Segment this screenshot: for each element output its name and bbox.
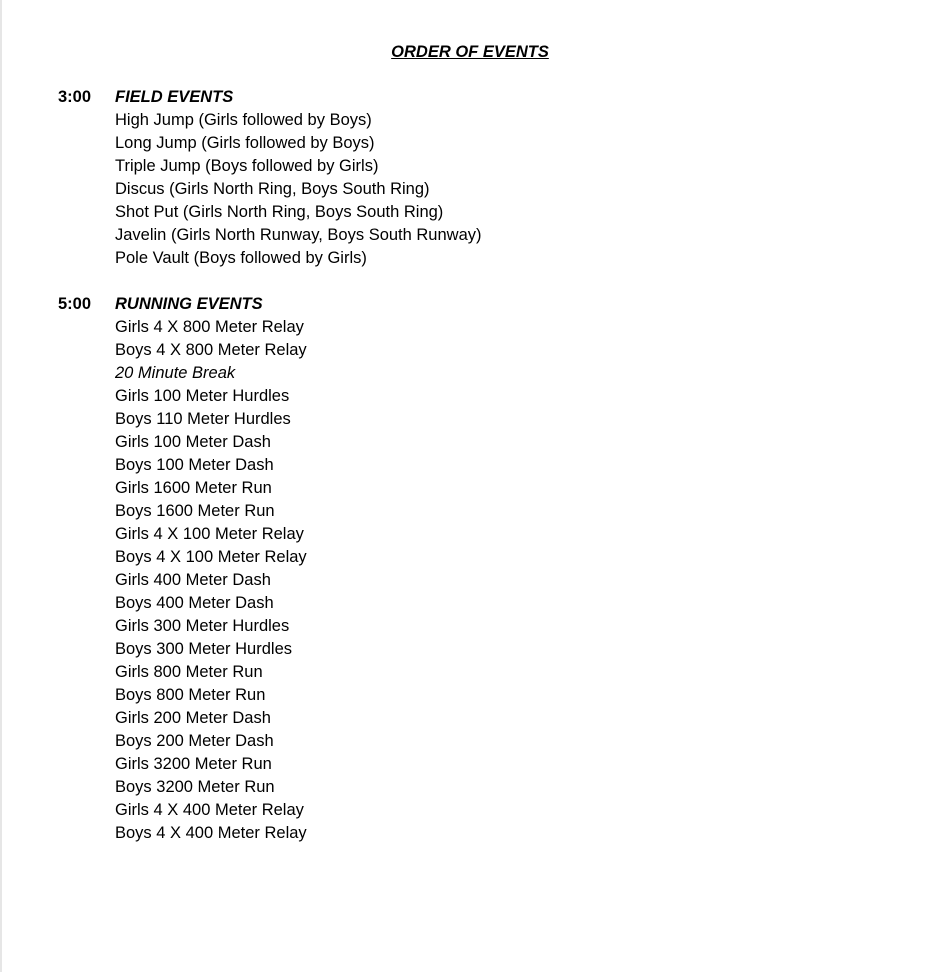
event-item: Discus (Girls North Ring, Boys South Ring) [115, 180, 430, 198]
section-heading: RUNNING EVENTS [115, 295, 263, 313]
section-time: 3:00 [58, 88, 92, 106]
event-item: Boys 110 Meter Hurdles [115, 410, 291, 428]
event-item: Girls 1600 Meter Run [115, 479, 272, 497]
section-time: 5:00 [58, 295, 92, 313]
event-item: Boys 100 Meter Dash [115, 456, 274, 474]
event-item: Long Jump (Girls followed by Boys) [115, 134, 375, 152]
page-edge [0, 0, 2, 972]
event-item: Girls 300 Meter Hurdles [115, 617, 290, 635]
event-item: Boys 3200 Meter Run [115, 778, 275, 796]
section-header [58, 86, 918, 109]
event-item: Girls 800 Meter Run [115, 663, 263, 681]
document-title: ORDER OF EVENTS [391, 43, 549, 61]
event-item: Boys 300 Meter Hurdles [115, 640, 292, 658]
event-item: Girls 100 Meter Hurdles [115, 387, 290, 405]
event-item: Girls 4 X 800 Meter Relay [115, 318, 304, 336]
event-item: Boys 4 X 100 Meter Relay [115, 548, 307, 566]
event-item: Girls 100 Meter Dash [115, 433, 271, 451]
section-heading: FIELD EVENTS [115, 88, 234, 106]
running-events-section [58, 293, 918, 845]
event-item: Shot Put (Girls North Ring, Boys South Ring) [115, 203, 444, 221]
section-header [58, 293, 918, 316]
event-item: Triple Jump (Boys followed by Girls) [115, 157, 379, 175]
event-list [115, 316, 918, 845]
break-item: 20 Minute Break [115, 364, 236, 382]
event-item: Boys 200 Meter Dash [115, 732, 274, 750]
event-item: Boys 4 X 400 Meter Relay [115, 824, 307, 842]
event-item: Boys 1600 Meter Run [115, 502, 275, 520]
event-item: Boys 400 Meter Dash [115, 594, 274, 612]
event-item: Javelin (Girls North Runway, Boys South Runway) [115, 226, 482, 244]
field-events-section [58, 86, 918, 270]
event-item: Girls 3200 Meter Run [115, 755, 272, 773]
event-item: Boys 4 X 800 Meter Relay [115, 341, 307, 359]
event-list [115, 109, 918, 270]
event-item: Girls 4 X 400 Meter Relay [115, 801, 304, 819]
event-item: Girls 400 Meter Dash [115, 571, 271, 589]
event-item: Girls 200 Meter Dash [115, 709, 271, 727]
event-item: Pole Vault (Boys followed by Girls) [115, 249, 367, 267]
event-item: High Jump (Girls followed by Boys) [115, 111, 372, 129]
event-item: Girls 4 X 100 Meter Relay [115, 525, 304, 543]
event-item: Boys 800 Meter Run [115, 686, 266, 704]
